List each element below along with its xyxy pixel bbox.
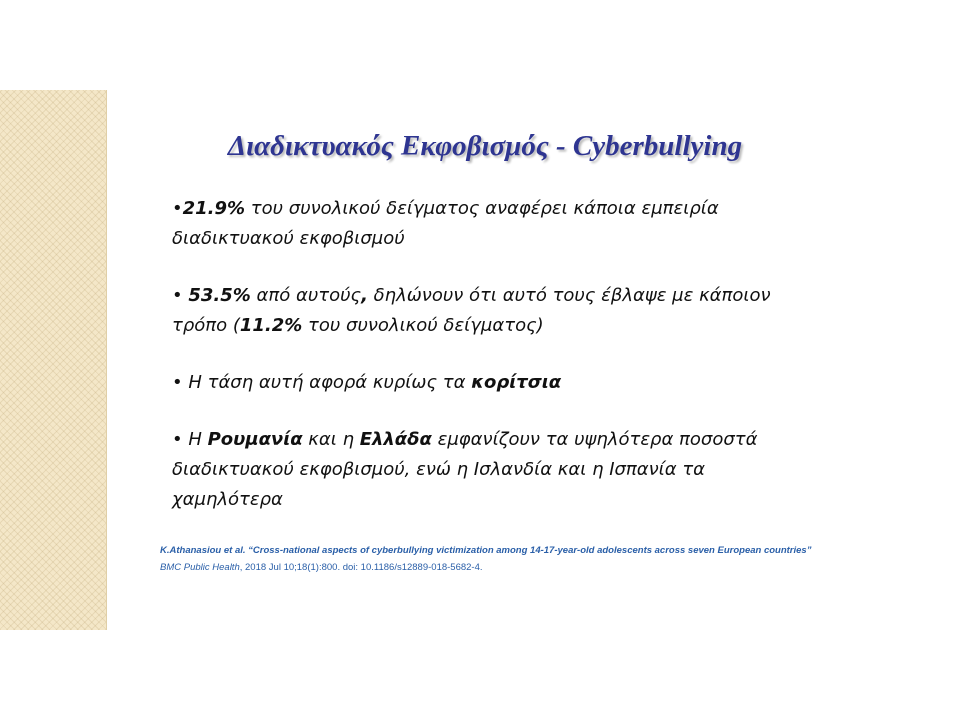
bullet-item-1 — [172, 194, 812, 254]
bullet-1-percentage: 21.9% — [182, 198, 246, 219]
bullet-4-country-greece: Ελλάδα — [359, 429, 432, 450]
bullet-2-text-b: δηλώνουν ότι αυτό τους έβλαψε με κάποιον τρόπο ( — [172, 285, 771, 336]
bullet-marker: • — [172, 429, 189, 450]
bullet-3-emphasis: κορίτσια — [471, 372, 562, 393]
bullet-2-percentage: 53.5% — [188, 285, 251, 306]
bullet-2-sub-percentage: 11.2% — [239, 315, 303, 336]
citation-article-title: “Cross-national aspects of cyberbullying victimization among 14-17-year-old adolescents across seven European countries” — [248, 545, 812, 556]
decorative-side-band — [0, 90, 107, 630]
bullet-marker: • — [172, 198, 183, 219]
bullet-4-text-a: Η — [188, 429, 208, 450]
bullet-4-text-b: και η — [302, 429, 360, 450]
bullet-2-text-c: του συνολικού δείγματος) — [302, 315, 544, 336]
bullet-item-2 — [172, 281, 812, 341]
bullet-4-country-romania: Ρουμανία — [207, 429, 303, 450]
bullet-4-text-c: εμφανίζουν τα υψηλότερα ποσοστά διαδικτυακού εκφοβισμού, ενώ η Ισλανδία και η Ισπανία τα χαμηλότερα — [172, 429, 758, 510]
bullet-2-comma: , — [361, 285, 368, 306]
citation-reference — [160, 542, 820, 576]
bullet-marker: • — [172, 285, 189, 306]
slide-title: Διαδικτυακός Εκφοβισμός - Cyberbullying — [227, 130, 743, 162]
bullet-marker: • — [172, 372, 189, 393]
bullet-item-3 — [172, 368, 812, 398]
citation-details: , 2018 Jul 10;18(1):800. doi: 10.1186/s12889-018-5682-4. — [239, 562, 483, 573]
bullet-list — [172, 194, 812, 542]
bullet-1-text: του συνολικού δείγματος αναφέρει κάποια εμπειρία διαδικτυακού εκφοβισμού — [172, 198, 719, 249]
bullet-item-4 — [172, 425, 812, 515]
bullet-2-text-a: από αυτούς — [250, 285, 362, 306]
citation-journal: BMC Public Health — [160, 562, 240, 573]
bullet-3-text: Η τάση αυτή αφορά κυρίως τα — [188, 372, 472, 393]
citation-authors: K.Athanasiou et al. — [160, 545, 249, 556]
